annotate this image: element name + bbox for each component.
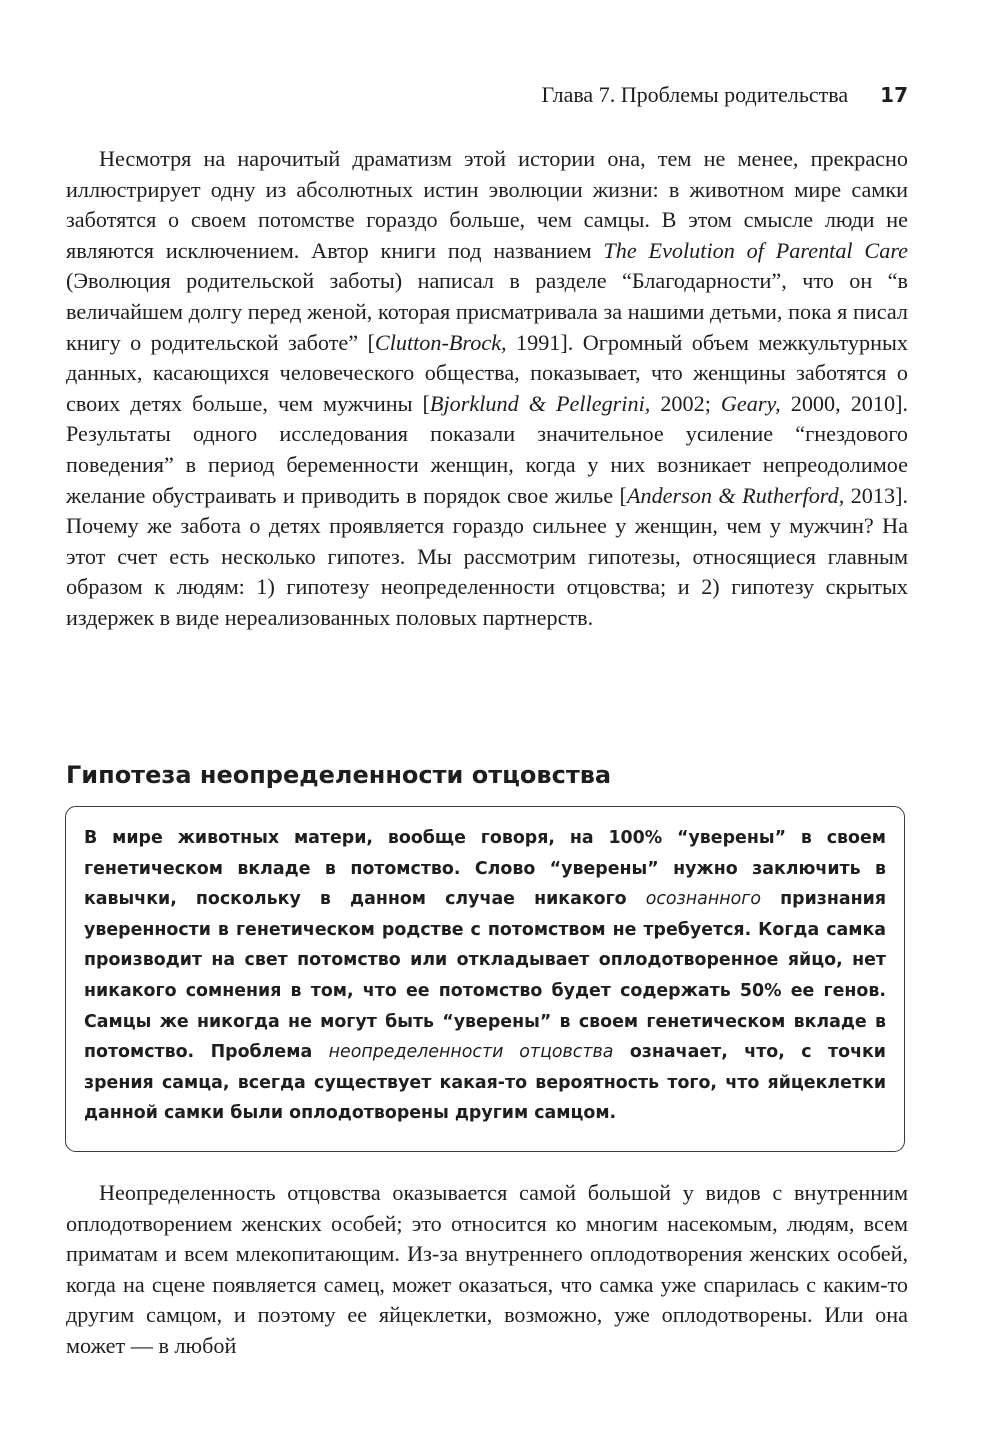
text-run: 2013]. Почему же забота о детях проявляется гораздо сильнее у женщин, чем у мужчин? На этот счет есть несколько гипотез. Мы рассмотрим гипотезы, относящиеся главным образом к людям: 1) гипотезу неопределенности отцовства; и 2) гипотезу скрытых издержек в виде нереализованных половых партнерств. [66, 482, 909, 630]
definition-text [84, 823, 886, 1129]
definition-box [65, 806, 905, 1152]
citation-author: Clutton-Brock, [374, 329, 507, 355]
text-run: означает, что, с точки зрения самца, всегда существует какая-то вероятность того, что яйцеклетки данной самки были оплодотворены другим самцом. [84, 1042, 886, 1124]
book-title: The Evolution of Parental Care [603, 237, 908, 263]
text-run: 2000, 2010]. Результаты одного исследования показали значительное усиление “гнездового поведения” в период беременности женщин, когда у них возникает непреодолимое желание обустраивать и приводить в порядок свое жилье [ [66, 390, 909, 508]
text-run: (Эволюция родительской заботы) написал в разделе “Благодарности”, что он “в величайшем долгу перед женой, которая присматривала за нашими детьми, пока я писал книгу о родительской заботе” [ [66, 268, 908, 355]
section-heading: Гипотеза неопределенности отцовства [66, 761, 612, 789]
text-run: признания уверенности в генетическом родстве с потомством не требуется. Когда самка производит на свет потомство или откладывает оплодотворенное яйцо, нет никакого сомнения в том, что ее потомство будет содержать 50% ее генов. Самцы же никогда не могут быть “уверены” в своем генетическом вкладе в потомство. Проблема [84, 889, 886, 1063]
page-number: 17 [880, 83, 908, 107]
emphasis: осознанного [645, 889, 761, 910]
text-run: Несмотря на нарочитый драматизм этой истории она, тем не менее, прекрасно иллюстрирует одну из абсолютных истин эволюции жизни: в животном мире самки заботятся о своем потомстве гораздо больше, чем самцы. В этом смысле люди не являются исключением. Автор книги под названием [66, 146, 908, 263]
citation-author: Bjorklund & Pellegrini, [429, 390, 651, 416]
running-header [66, 82, 908, 116]
citation-author: Geary, [720, 390, 781, 416]
body-paragraph [66, 144, 908, 634]
text-run: 2002; [650, 390, 721, 416]
text-run: В мире животных матери, вообще говоря, на 100% “уверены” в своем генетическом вкладе в потомство. Слово “уверены” нужно заключить в кавычки, поскольку в данном случае никакого [84, 828, 886, 910]
citation-author: Anderson & Rutherford, [626, 482, 845, 508]
term: неопределенности отцовства [328, 1042, 614, 1063]
body-paragraph: Неопределенность отцовства оказывается самой большой у видов с внутренним оплодотворением женских особей; это относится ко многим насекомым, людям, всем приматам и всем млекопитающим. Из-за внутреннего оплодотворения женских особей, когда на сцене появляется самец, может оказаться, что самка уже спарилась с каким-то другим самцом, и поэтому ее яйцеклетки, возможно, уже оплодотворены. Или она может — в любой [66, 1180, 908, 1358]
text-run: 1991]. Огромный объем межкультурных данных, касающихся человеческого общества, показывает, что женщины заботятся о своих детях больше, чем мужчины [ [66, 329, 908, 416]
chapter-title: Глава 7. Проблемы родительства [541, 82, 849, 107]
